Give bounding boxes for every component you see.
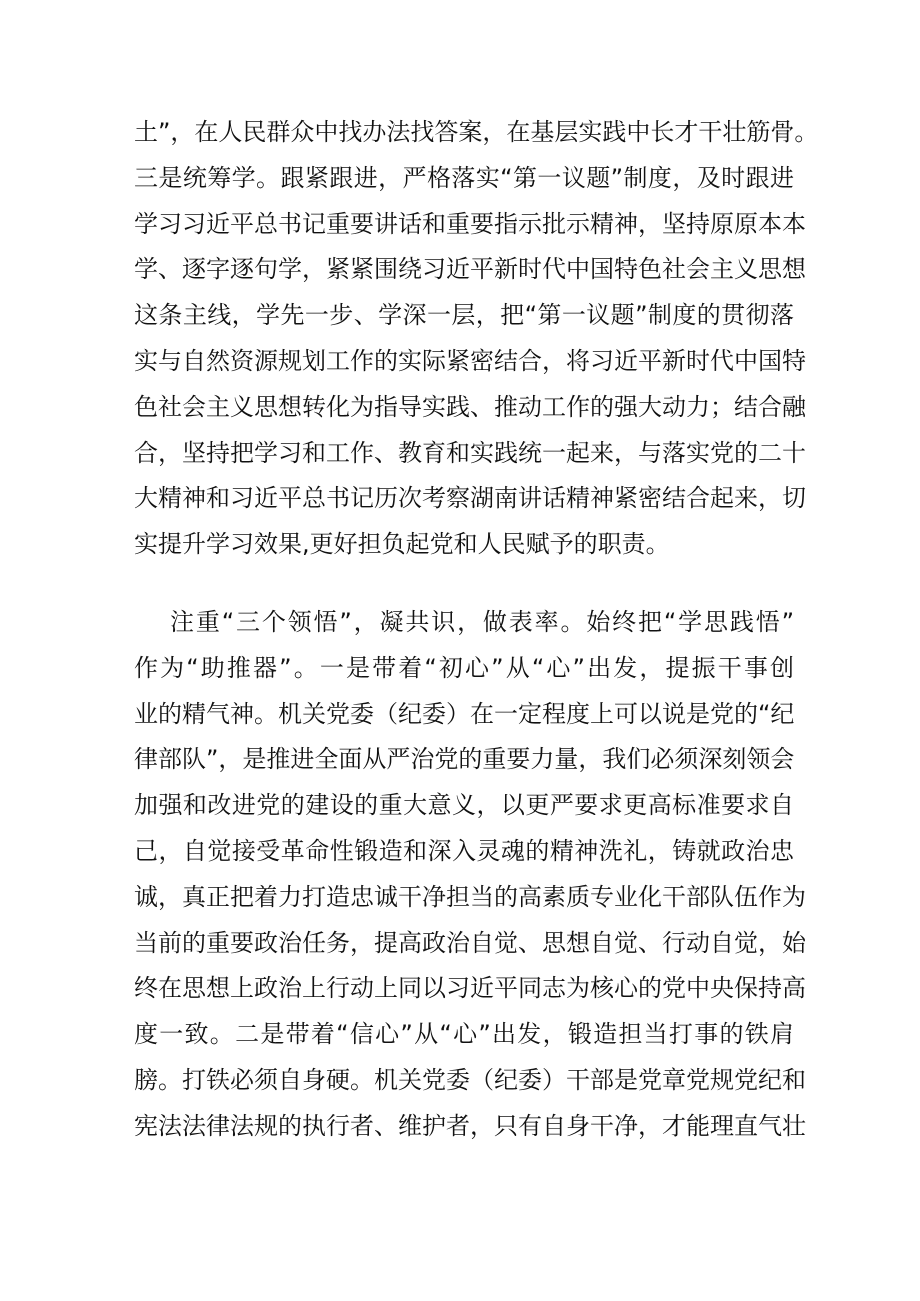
text-line: 律部队”，是推进全面从严治党的重要力量，我们必须深刻领会 bbox=[134, 745, 795, 774]
text-line: 宪法法律法规的执行者、维护者，只有自身干净，才能理直气壮 bbox=[134, 1111, 806, 1140]
text-line: 当前的重要政治任务，提高政治自觉、思想自觉、行动自觉，始 bbox=[134, 928, 806, 957]
text-line: 这条主线，学先一步、学深一层，把“第一议题”制度的贯彻落 bbox=[134, 301, 794, 330]
text-line: 膀。打铁必须自身硬。机关党委（纪委）干部是党章党规党纪和 bbox=[134, 1065, 806, 1094]
text-line: 作为“助推器”。一是带着“初心”从“心”出发，提振干事创 bbox=[134, 653, 794, 682]
paragraph-2 bbox=[134, 600, 806, 1150]
text-line: 加强和改进党的建设的重大意义，以更严要求更高标准要求自 bbox=[134, 791, 794, 820]
text-line: 实与自然资源规划工作的实际紧密结合，将习近平新时代中国特 bbox=[134, 346, 806, 375]
text-line: 终在思想上政治上行动上同以习近平同志为核心的党中央保持高 bbox=[134, 974, 806, 1003]
text-line: 实提升学习效果,更好担负起党和人民赋予的职责。 bbox=[134, 530, 670, 559]
text-line: 己，自觉接受革命性锻造和深入灵魂的精神洗礼，铸就政治忠 bbox=[134, 836, 794, 865]
text-line: 诚，真正把着力打造忠诚干净担当的高素质专业化干部队伍作为 bbox=[134, 882, 806, 911]
text-line: 度一致。二是带着“信心”从“心”出发，锻造担当打事的铁肩 bbox=[134, 1020, 794, 1049]
text-line: 土”，在人民群众中找办法找答案，在基层实践中长才干壮筋骨。 bbox=[134, 118, 819, 146]
text-line: 合，坚持把学习和工作、教育和实践统一起来，与落实党的二十 bbox=[134, 438, 806, 467]
text-line: 色社会主义思想转化为指导实践、推动工作的强大动力；结合融 bbox=[134, 392, 806, 421]
text-line: 大精神和习近平总书记历次考察湖南讲话精神紧密结合起来，切 bbox=[134, 484, 806, 513]
text-line: 业的精气神。机关党委（纪委）在一定程度上可以说是党的“纪 bbox=[134, 699, 795, 728]
text-line: 注重“三个领悟”，凝共识，做表率。始终把“学思践悟” bbox=[170, 608, 794, 636]
paragraph-1 bbox=[134, 110, 819, 568]
text-line: 学习习近平总书记重要讲话和重要指示批示精神，坚持原原本本 bbox=[134, 209, 806, 238]
text-line: 学、逐字逐句学，紧紧围绕习近平新时代中国特色社会主义思想 bbox=[134, 255, 806, 284]
text-line: 三是统筹学。跟紧跟进，严格落实“第一议题”制度，及时跟进 bbox=[134, 163, 794, 192]
